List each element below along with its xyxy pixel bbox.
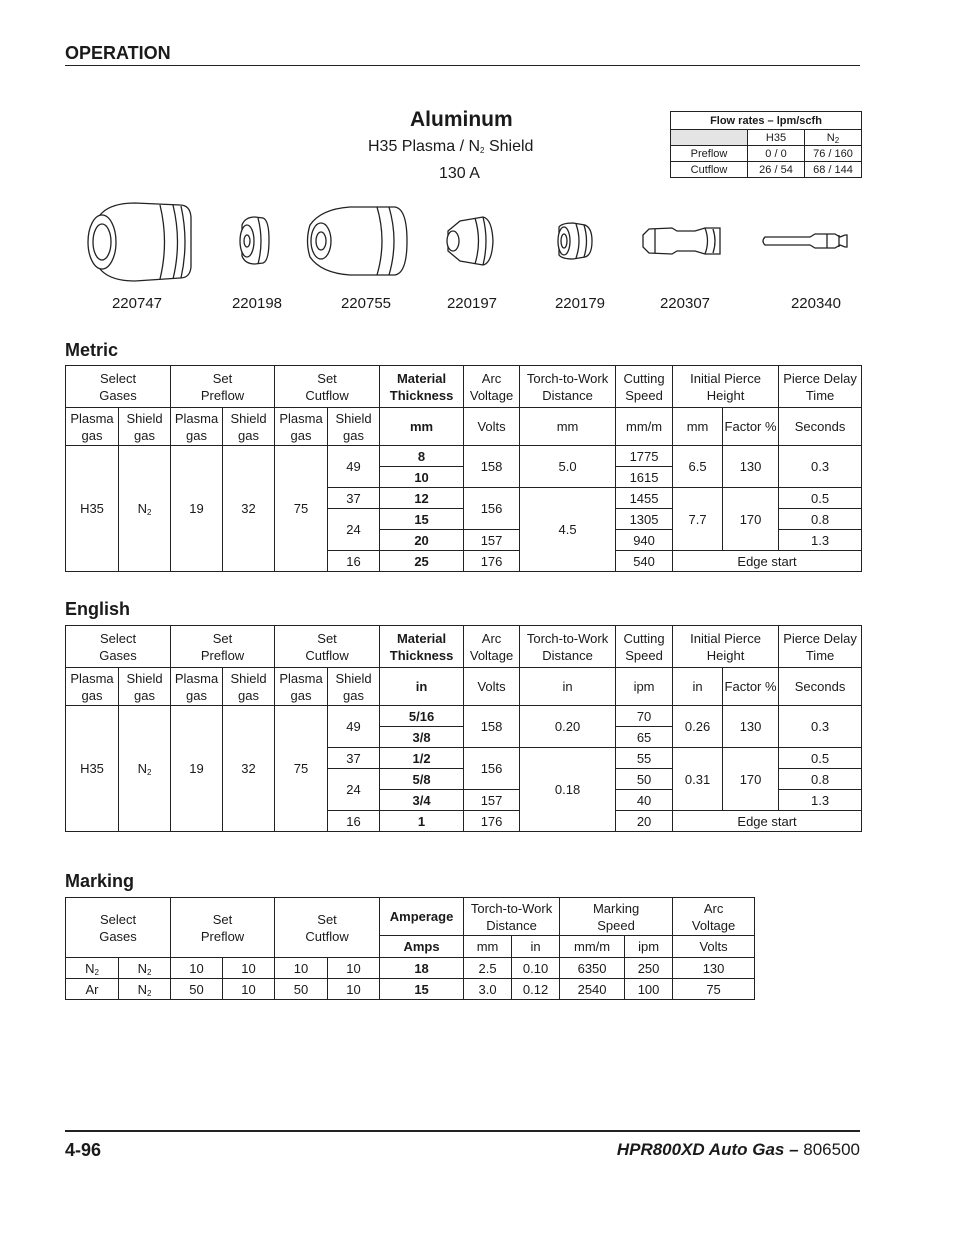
speed-cell: 50 [616,769,673,790]
arc-voltage-header: Arc Voltage [464,366,520,408]
thickness-cell: 20 [380,530,464,551]
select-gases-header: Select Gases [66,626,171,668]
pierce-delay-header: Pierce Delay Time [779,366,862,408]
cutflow-shield-cell: 16 [328,551,380,572]
nozzle-part-icon [308,207,408,275]
initial-pierce-header: Initial Pierce Height [673,626,779,668]
flow-row-label: Preflow [671,146,748,162]
amps-cell: 18 [380,958,464,979]
part-number: 220747 [111,295,163,312]
delay-cell: 0.8 [779,769,862,790]
thickness-cell: 1 [380,811,464,832]
cutflow-shield-cell: 49 [328,446,380,488]
water-tube-part-icon [763,234,847,248]
distance-mm-cell: 3.0 [464,979,512,1000]
plasma-gas-cell: H35 [66,706,119,832]
plasma-gas-cell: $N_2$ [66,958,119,979]
page-number: 4-96 [65,1140,102,1160]
distance-in-cell: 0.10 [512,958,560,979]
cutflow-shield-cell: 24 [328,509,380,551]
cutflow-shield-cell: 24 [328,769,380,811]
part-number: 220307 [659,295,711,312]
preflow-plasma-cell: 19 [171,446,223,572]
pierce-height-cell: 0.31 [673,748,723,811]
cutflow-plasma-cell: 50 [275,979,328,1000]
shield-gas-subheader: Shield gas [328,408,380,446]
distance-cell: 0.20 [520,706,616,748]
distance-cell: 4.5 [520,488,616,572]
material-thickness-header: Material Thickness [380,626,464,668]
amperage-header: Amperage [380,898,464,936]
electrode-part-icon [643,228,720,254]
part-number: 220198 [231,295,283,312]
thickness-cell: 25 [380,551,464,572]
shield-gas-subheader: Shield gas [223,408,275,446]
volts-unit: Volts [464,408,520,446]
material-thickness-header: Material Thickness [380,366,464,408]
part-number: 220179 [554,295,606,312]
set-preflow-header: Set Preflow [171,366,275,408]
factor-unit: Factor % [723,408,779,446]
delay-cell: 0.5 [779,748,862,769]
shield-gas-subheader: Shield gas [223,668,275,706]
speed-cell: 40 [616,790,673,811]
mm-unit: mm [464,936,512,958]
arc-voltage-cell: 158 [464,446,520,488]
shield-gas-cell: $N_2$ [119,706,171,832]
speed-ipm-cell: 100 [625,979,673,1000]
shield-gas-cell: $N_2$ [119,446,171,572]
flow-col-n2: $N_2$ [805,130,862,146]
plasma-gas-subheader: Plasma gas [66,668,119,706]
seconds-unit: Seconds [779,408,862,446]
speed-cell: 1455 [616,488,673,509]
torch-to-work-header: Torch-to-Work Distance [520,626,616,668]
metric-cut-chart-table [65,365,862,572]
shield-gas-subheader: Shield gas [328,668,380,706]
initial-pierce-header: Initial Pierce Height [673,366,779,408]
set-cutflow-header: Set Cutflow [275,366,380,408]
in-unit: in [512,936,560,958]
edge-start-cell: Edge start [673,551,862,572]
speed-ipm-cell: 250 [625,958,673,979]
thickness-cell: 1/2 [380,748,464,769]
swirl-ring-part-icon [240,217,269,264]
flow-rates-title: Flow rates – lpm/scfh [671,112,862,130]
cutflow-shield-cell: 49 [328,706,380,748]
shield-gas-cell: $N_2$ [119,979,171,1000]
metric-heading: Metric [65,340,119,360]
part-number: 220197 [446,295,498,312]
flow-cell: 76 / 160 [805,146,862,162]
header-rule [65,65,860,66]
arc-voltage-cell: 157 [464,530,520,551]
flow-col-h35: H35 [748,130,805,146]
delay-cell: 0.5 [779,488,862,509]
arc-voltage-cell: 75 [673,979,755,1000]
speed-mmm-cell: 6350 [560,958,625,979]
set-cutflow-header: Set Cutflow [275,626,380,668]
shield-part-icon [88,203,191,281]
preflow-plasma-cell: 19 [171,706,223,832]
preflow-plasma-cell: 10 [171,958,223,979]
speed-cell: 55 [616,748,673,769]
cutflow-shield-cell: 10 [328,979,380,1000]
amps-cell: 15 [380,979,464,1000]
height-unit: in [673,668,723,706]
plasma-gas-subheader: Plasma gas [171,668,223,706]
speed-unit: mm/m [616,408,673,446]
part-number: 220340 [790,295,842,312]
marking-speed-header: Marking Speed [560,898,673,936]
speed-cell: 940 [616,530,673,551]
factor-unit: Factor % [723,668,779,706]
distance-unit: mm [520,408,616,446]
arc-voltage-cell: 176 [464,811,520,832]
document-id: HPR800XD Auto Gas – 806500 [616,1140,860,1159]
delay-cell: 1.3 [779,790,862,811]
preflow-shield-cell: 32 [223,706,275,832]
flow-row-label: Cutflow [671,162,748,178]
gas-subtitle: H35 Plasma / $N_2$ Shield [368,138,534,155]
mmm-unit: mm/m [560,936,625,958]
pierce-height-cell: 0.26 [673,706,723,748]
volts-unit: Volts [673,936,755,958]
arc-voltage-header: Arc Voltage [464,626,520,668]
shield-gas-subheader: Shield gas [119,408,171,446]
preflow-shield-cell: 10 [223,958,275,979]
speed-cell: 1615 [616,467,673,488]
factor-cell: 170 [723,748,779,811]
distance-cell: 5.0 [520,446,616,488]
volts-unit: Volts [464,668,520,706]
thickness-unit: in [380,668,464,706]
thickness-cell: 8 [380,446,464,467]
marking-table [65,897,755,1000]
delay-cell: 0.3 [779,446,862,488]
factor-cell: 130 [723,446,779,488]
cutflow-plasma-cell: 75 [275,706,328,832]
speed-cell: 1305 [616,509,673,530]
amperage-subtitle: 130 A [439,165,480,182]
distance-mm-cell: 2.5 [464,958,512,979]
table-row [66,979,755,1000]
thickness-cell: 3/4 [380,790,464,811]
amps-unit: Amps [380,936,464,958]
thickness-cell: 10 [380,467,464,488]
cutflow-plasma-cell: 10 [275,958,328,979]
distance-in-cell: 0.12 [512,979,560,1000]
section-header: OPERATION [65,43,171,63]
delay-cell: 0.8 [779,509,862,530]
cutting-speed-header: Cutting Speed [616,366,673,408]
preflow-shield-cell: 10 [223,979,275,1000]
pierce-delay-header: Pierce Delay Time [779,626,862,668]
speed-cell: 1775 [616,446,673,467]
factor-cell: 170 [723,488,779,551]
flow-cell: 68 / 144 [805,162,862,178]
footer-rule [65,1130,860,1132]
set-preflow-header: Set Preflow [171,626,275,668]
pierce-height-cell: 7.7 [673,488,723,551]
flow-rates-table [670,111,862,178]
set-preflow-header: Set Preflow [171,898,275,958]
torch-to-work-header: Torch-to-Work Distance [520,366,616,408]
flow-cell: 0 / 0 [748,146,805,162]
part-number: 220755 [340,295,392,312]
cutflow-plasma-cell: 75 [275,446,328,572]
flow-rates-corner [671,130,748,146]
english-heading: English [65,599,131,619]
arc-voltage-cell: 130 [673,958,755,979]
seconds-unit: Seconds [779,668,862,706]
pierce-height-cell: 6.5 [673,446,723,488]
set-cutflow-header: Set Cutflow [275,898,380,958]
plasma-gas-subheader: Plasma gas [275,668,328,706]
plasma-gas-subheader: Plasma gas [66,408,119,446]
preflow-plasma-cell: 50 [171,979,223,1000]
arc-voltage-cell: 158 [464,706,520,748]
plasma-gas-subheader: Plasma gas [275,408,328,446]
arc-voltage-cell: 156 [464,748,520,790]
select-gases-header: Select Gases [66,366,171,408]
material-title: Aluminum [410,108,513,131]
speed-cell: 70 [616,706,673,727]
thickness-cell: 12 [380,488,464,509]
speed-unit: ipm [616,668,673,706]
thickness-cell: 5/8 [380,769,464,790]
plasma-gas-cell: H35 [66,446,119,572]
delay-cell: 1.3 [779,530,862,551]
english-cut-chart-table [65,625,862,832]
preflow-shield-cell: 32 [223,446,275,572]
cutflow-shield-cell: 10 [328,958,380,979]
select-gases-header: Select Gases [66,898,171,958]
delay-cell: 0.3 [779,706,862,748]
thickness-cell: 5/16 [380,706,464,727]
speed-cell: 540 [616,551,673,572]
cutflow-shield-cell: 37 [328,488,380,509]
distance-cell: 0.18 [520,748,616,832]
table-row [66,958,755,979]
cutflow-shield-cell: 37 [328,748,380,769]
arc-voltage-header: Arc Voltage [673,898,755,936]
edge-start-cell: Edge start [673,811,862,832]
thickness-unit: mm [380,408,464,446]
cutflow-shield-cell: 16 [328,811,380,832]
torch-to-work-header: Torch-to-Work Distance [464,898,560,936]
flow-cell: 26 / 54 [748,162,805,178]
arc-voltage-cell: 176 [464,551,520,572]
retaining-ring-part-icon [558,223,592,259]
marking-heading: Marking [65,871,135,891]
plasma-gas-cell: Ar [66,979,119,1000]
ipm-unit: ipm [625,936,673,958]
shield-gas-cell: $N_2$ [119,958,171,979]
shield-gas-subheader: Shield gas [119,668,171,706]
distance-unit: in [520,668,616,706]
factor-cell: 130 [723,706,779,748]
arc-voltage-cell: 156 [464,488,520,530]
cutting-speed-header: Cutting Speed [616,626,673,668]
thickness-cell: 15 [380,509,464,530]
height-unit: mm [673,408,723,446]
speed-cell: 65 [616,727,673,748]
consumable-parts-illustration [65,195,860,290]
arc-voltage-cell: 157 [464,790,520,811]
inner-nozzle-part-icon [447,217,493,265]
speed-mmm-cell: 2540 [560,979,625,1000]
speed-cell: 20 [616,811,673,832]
thickness-cell: 3/8 [380,727,464,748]
plasma-gas-subheader: Plasma gas [171,408,223,446]
